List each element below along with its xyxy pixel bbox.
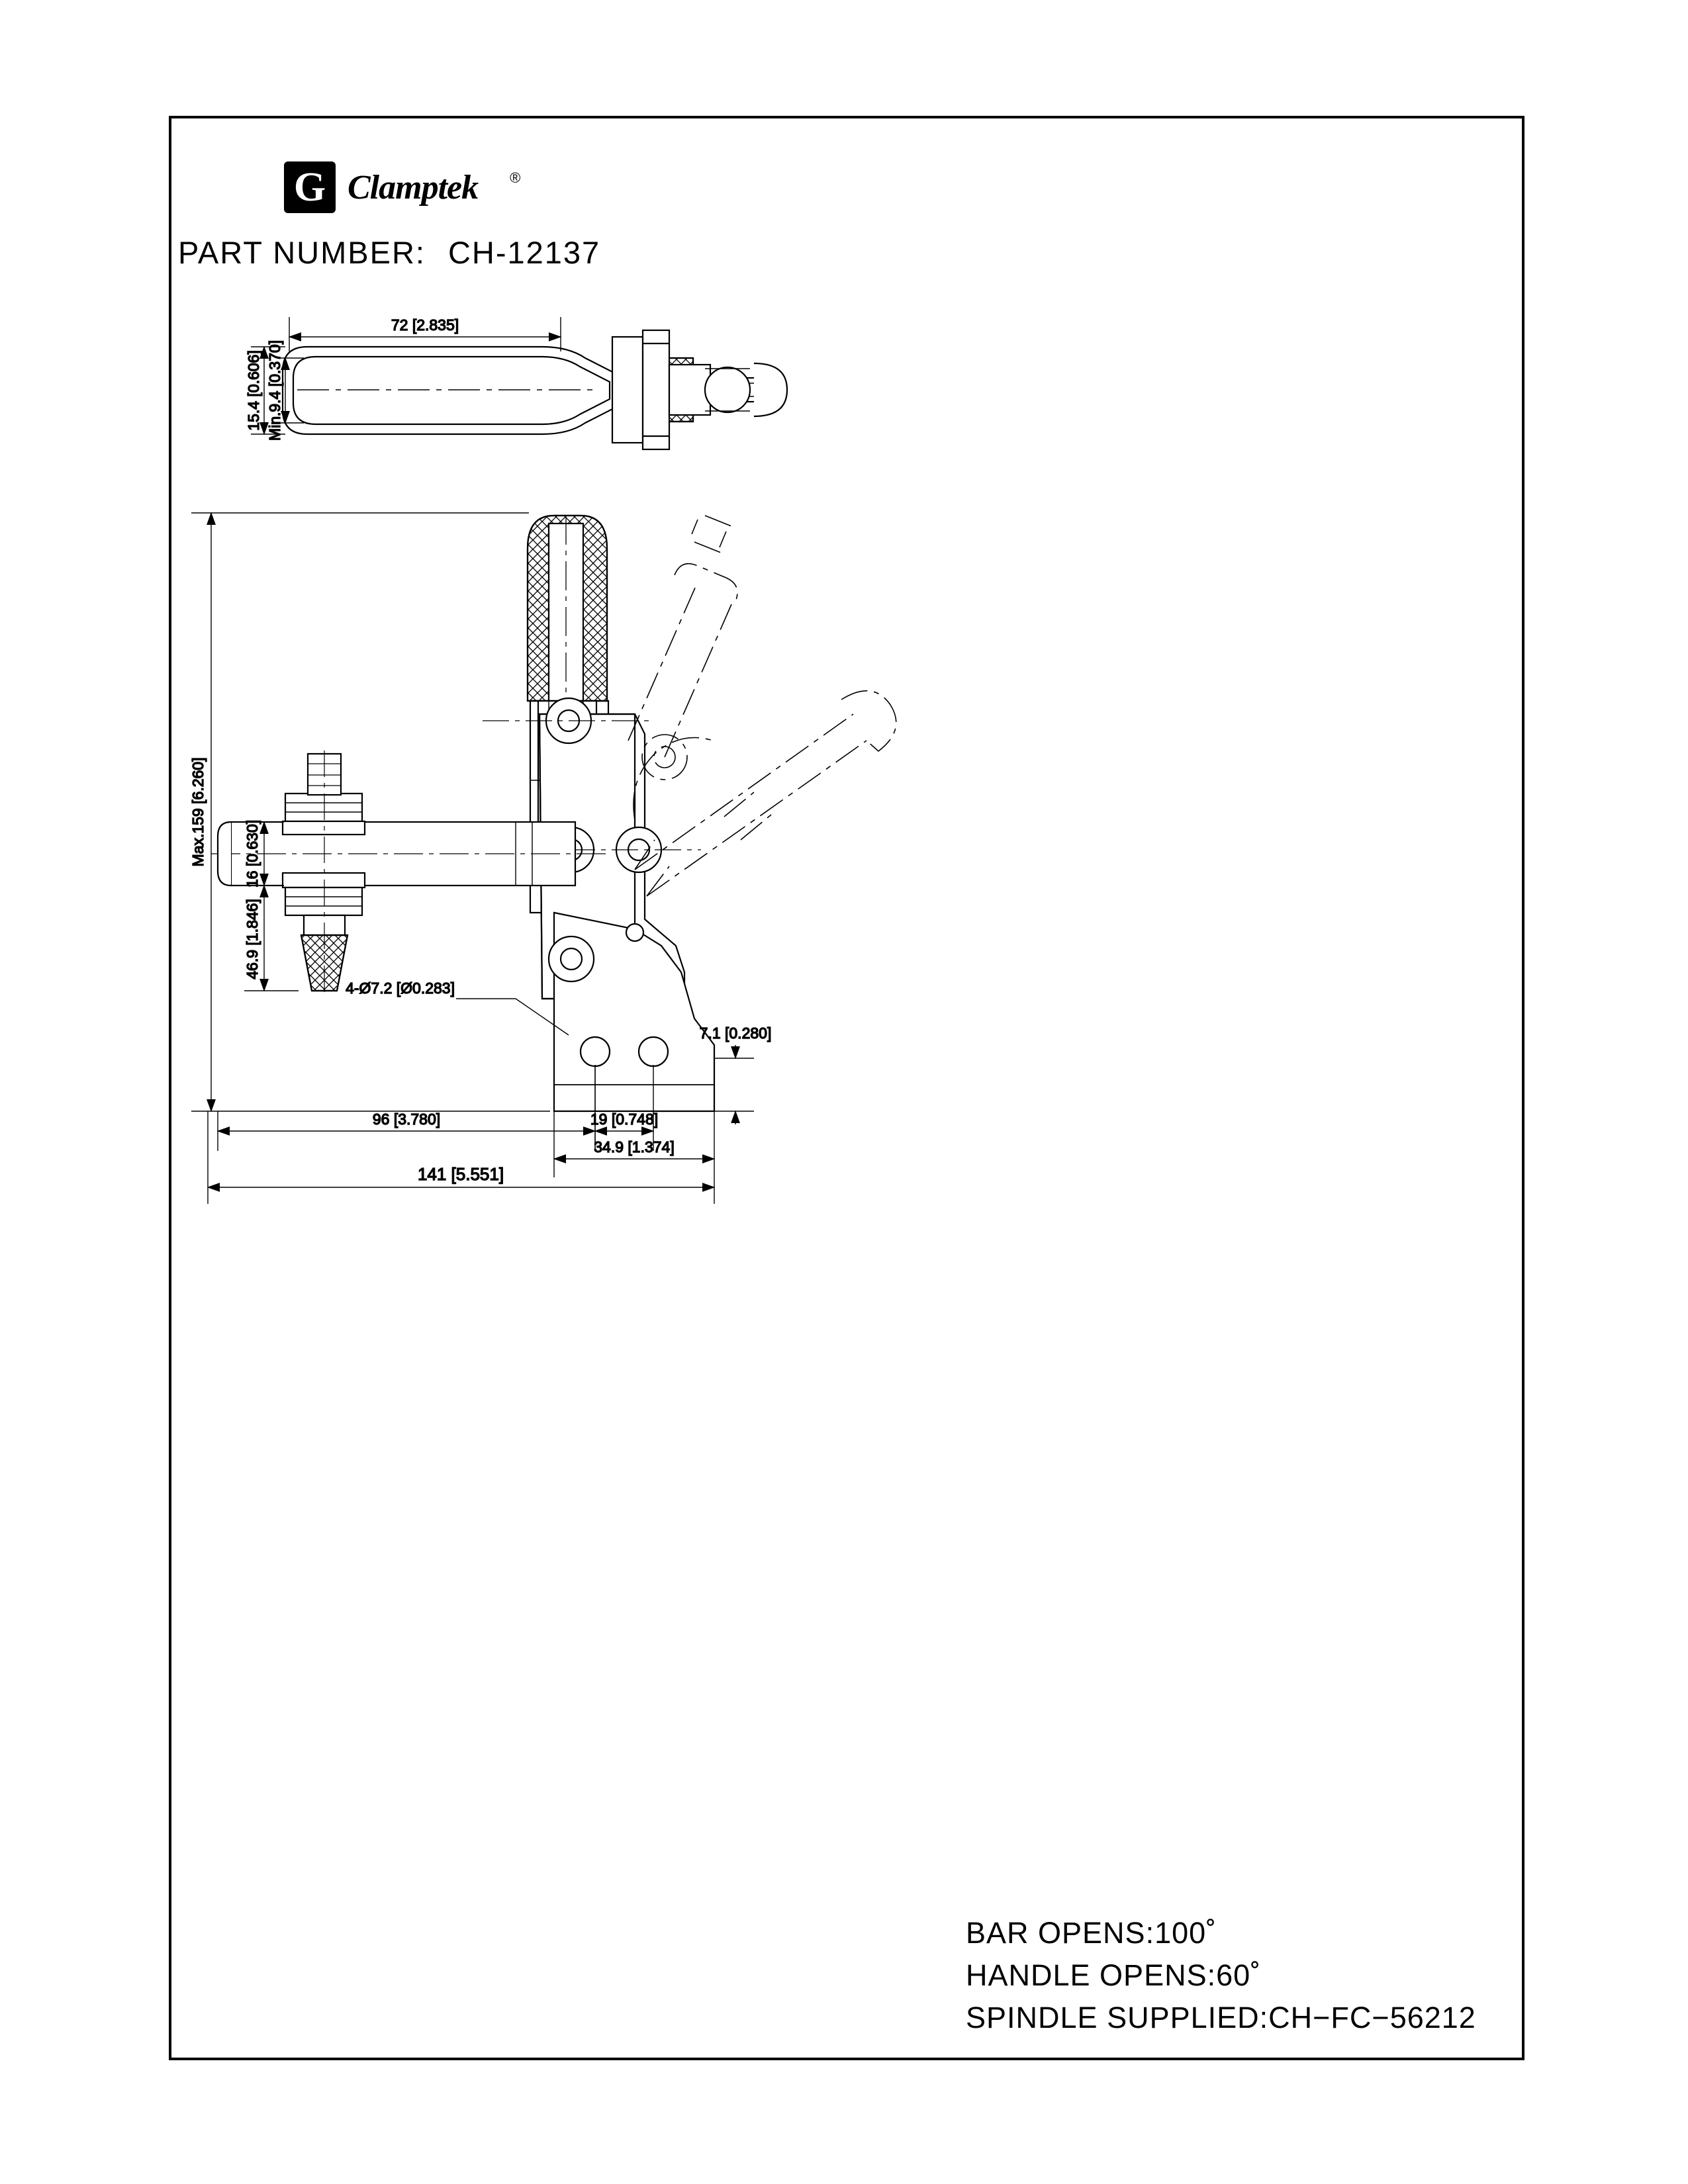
front-view-clamp-bar (211, 819, 608, 888)
technical-drawing (171, 118, 1522, 2058)
dim-hole-spec (346, 979, 569, 1035)
dim-top-length-text: 72 [2.835] (391, 316, 459, 334)
part-number-value: CH-12137 (447, 235, 601, 270)
logo-mark-icon: G (284, 161, 336, 213)
dim-top-height-text: 15.4 [0.606] (245, 350, 262, 431)
dim-max-height (189, 513, 550, 1111)
note-bar-opens: BAR OPENS:100˚ (966, 1916, 1217, 1950)
notes-block (966, 1912, 1476, 2039)
dim-spindle-drop-text: 46.9 [1.846] (244, 899, 261, 979)
dim-bar-height-text: 16 [0.630] (244, 819, 261, 888)
brand-name: Clamptek (348, 168, 479, 206)
dim-base-width-text: 34.9 [1.374] (594, 1138, 675, 1156)
dim-base-to-pivot (218, 1065, 595, 1151)
phantom-open-bar (635, 691, 896, 896)
dim-max-height-text: Max.159 [6.260] (189, 757, 207, 867)
dim-hole-spec-text: 4-Ø7.2 [Ø0.283] (346, 979, 455, 997)
top-view-pivot-block (612, 330, 787, 449)
dim-hole-spacing-text: 19 [0.748] (590, 1111, 659, 1128)
note-spindle-supplied: SPINDLE SUPPLIED:CH−FC−56212 (966, 2000, 1476, 2034)
note-handle-opens: HANDLE OPENS:60˚ (966, 1958, 1262, 1992)
top-view-handle (283, 347, 622, 434)
dim-base-to-pivot-text: 96 [3.780] (372, 1111, 441, 1128)
dim-overall-length-text: 141 [5.551] (417, 1164, 504, 1184)
registered-trademark-icon: ® (510, 169, 521, 186)
drawing-sheet (169, 116, 1524, 2060)
dim-plate-thickness-text: 7.1 [0.280] (699, 1024, 772, 1042)
front-view-handle-grip (528, 516, 607, 714)
dim-top-minwidth-text: Min.9.4 [0.370] (266, 340, 283, 441)
part-number-label: PART NUMBER: (178, 235, 426, 270)
